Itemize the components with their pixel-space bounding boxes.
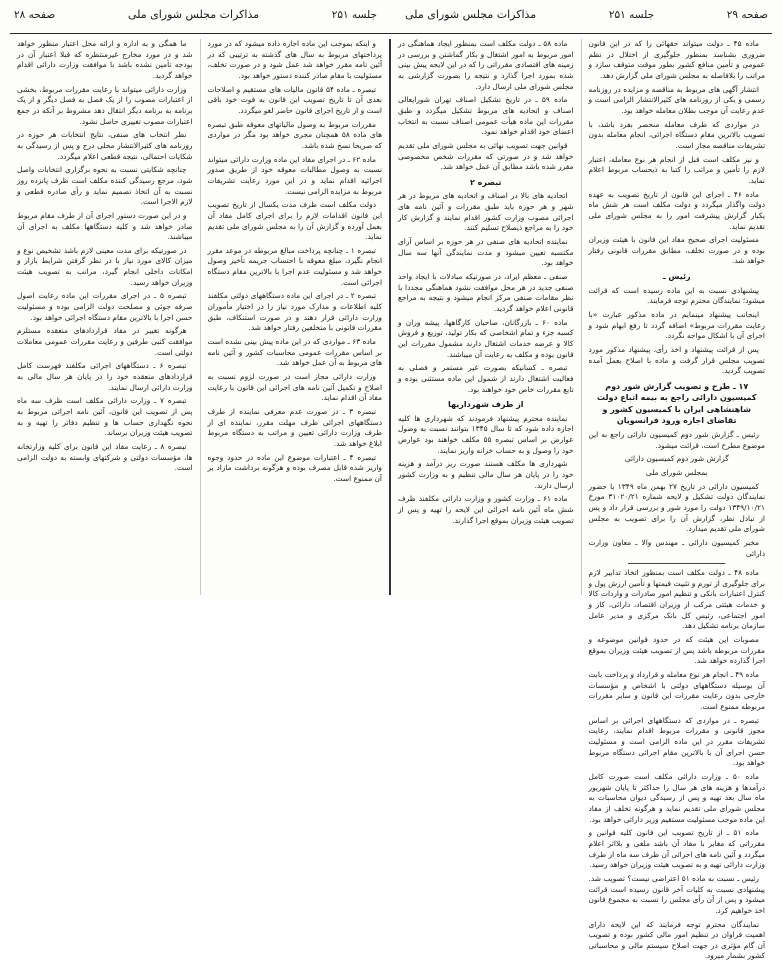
body-paragraph: ماده ۴۹ ـ انجام هر نوع معامله و قرارداد و پرداخت بابت آن بوسیله دستگاههای دولتی با اشخاص و مؤسسات خارجی بدون رعایت مقررات این قانون و سایر مقررات مربوطه ممنوع است.: [588, 670, 765, 712]
body-paragraph: ماده ۵۰ ـ وزارت دارائی مکلف است صورت کامل درآمدها و هزینه های هر سال را حداکثر تا پایان شهریور ماه سال بعد تهیه و پس از رسیدگی دیوان محاسبات به مجلس شورای ملی تقدیم نماید و هرگونه تخلف از مفاد این ماده موجب مسئولیت مستقیم وزیر دارائی خواهد بود.: [588, 771, 765, 824]
header-right-page: [391, 8, 772, 21]
body-paragraph: ماده ۴۶ ـ اجرای این قانون از تاریخ تصویب به عهده دولت واگذار میگردد و دولت مکلف است هر شش ماه یکبار گزارش پیشرفت امور را به مجلس شورای ملی تقدیم نماید.: [588, 189, 765, 231]
section-heading: ۱۷ ـ طرح و تصویب گزارش شور دوم کمیسیون دارائی راجع به بیمه اتباع دولت شاهنشاهی ایران با کمیسیون کشور و تقاضای اجازه ورود فرانسویان: [597, 381, 757, 426]
body-paragraph: تبصره ۶ ـ دستگاههای اجرائی مکلفند فهرست کامل قراردادهای منعقده خود را در پایان هر سال مالی به وزارت دارائی ارسال نمایند.: [17, 361, 193, 392]
body-paragraph: تبصره ـ در مواردی که دستگاههای اجرائی بر اساس مجوز قانونی و مقررات مربوط اقدام نمایند، رعایت تشریفات مقرر در این ماده الزامی است و مسئولیت حسن اجرای آن با بالاترین مقام اجرائی دستگاه مربوط خواهد بود.: [588, 715, 765, 768]
body-paragraph: و نیز مکلف است قبل از انجام هر نوع معامله، اعتبار لازم را تأمین و مراتب را کتبا به ذیحساب مربوط اعلام نماید.: [588, 154, 765, 185]
body-paragraph: اینجانب پیشنهاد مینمایم در ماده مذکور عبارت «با رعایت مقررات مربوط» اضافه گردد تا رفع ابهام شود و اجرای آن با اشکال مواجه نگردد.: [588, 309, 765, 341]
body-paragraph: ما همگی و به اداره و ارائه محل اعتبار منظور خواهد شد و در مورد مخارج غیرمنتظره که قبلا اعتبار آن در بودجه تأمین نشده باشد با موافقت وزارت دارائی اقدام خواهد گردید.: [17, 39, 193, 80]
body-paragraph: تبصره ۳ ـ در صورت عدم معرفی نماینده از طرف دستگاههای اجرائی ظرف مهلت مقرر، نماینده ای از طرف وزارت دارائی تعیین و مراتب به دستگاه مربوط ابلاغ خواهد شد.: [207, 407, 382, 448]
column-2: [391, 39, 582, 595]
right-page-number: صفحه ۲۹: [726, 8, 768, 21]
body-paragraph: انتشار آگهی های مربوط به مناقصه و مزایده در روزنامه رسمی و یکی از روزنامه های کثیرالانتشار الزامی است و عدم رعایت آن موجب بطلان معامله خواهد بود.: [588, 84, 765, 115]
body-paragraph: در مواردی که طرف معامله منحصر بفرد باشد، با تصویب بالاترین مقام دستگاه اجرائی، انجام معامله بدون تشریفات مناقصه مجاز است.: [588, 119, 765, 150]
body-paragraph: کمیسیون دارائی در تاریخ ۲۷ بهمن ماه ۱۳۴۹ با حضور نمایندگان دولت تشکیل و لایحه شماره ۳۱۰۲۰/۲۱ مورخ ۱۳۴۹/۱۰/۲۱ دولت را مورد شور و بررسی قرار داد و پس از تبادل نظر، گزارش آن را برای تصویب به مجلس شورای ملی تقدیم میدارد.: [588, 481, 766, 534]
body-paragraph: شهرداری ها مکلف هستند صورت ریز درآمد و هزینه خود را در پایان هر سال مالی تنظیم و به وزارت کشور ارسال دارند.: [398, 459, 574, 490]
left-page-number: صفحه ۲۸: [14, 8, 56, 21]
header-rule: [10, 33, 772, 34]
body-paragraph: نظر انتخاب های صنفی، نتایج انتخابات هر حوزه در روزنامه های کثیرالانتشار محلی درج و پس از رسیدگی به شکایات احتمالی، نتیجه قطعی اعلام میگردد.: [17, 130, 193, 161]
body-paragraph: و اینکه بموجب این ماده اجازه داده میشود که در مورد پرداختهای مربوط به سال های گذشته به ترتیبی که در آئین نامه مقرر خواهد شد عمل شود و در صورت تخلف، مسئولیت با مقام صادر کننده دستور خواهد بود.: [207, 39, 382, 80]
text-columns: [10, 39, 772, 961]
body-paragraph: ماده ۵۱ ـ از تاریخ تصویب این قانون کلیه قوانین و مقرراتی که مغایر با مفاد آن باشد ملغی و بلااثر اعلام میگردد و آئین نامه های اجرائی آن ظرف سه ماه از طرف وزارت دارائی تهیه و به تصویب هیئت وزیران خواهد رسید.: [588, 828, 765, 870]
section-heading: رئیس ـ: [662, 272, 691, 282]
body-paragraph: تبصره ۲ ـ در اجرای این ماده دستگاههای دولتی مکلفند کلیه اطلاعات و مدارک مورد نیاز را در اختیار مأموران وزارت دارائی قرار دهند و در صورت استنکاف، طبق مقررات قانونی با متخلفین رفتار خواهد شد.: [207, 291, 382, 333]
body-paragraph: وزارت دارائی میتواند با رعایت مقررات مربوط، بخشی از اعتبارات مصوب را از یک فصل به فصل دیگر و از یک برنامه به برنامه دیگر انتقال دهد مشروط بر آنکه در جمع اعتبارات مصوب تغییری حاصل نشود.: [17, 84, 193, 126]
body-paragraph: مسئولیت اجرای صحیح مفاد این قانون با هیئت وزیران بوده و در صورت تخلف، مطابق مقررات قانونی رفتار خواهد شد.: [588, 235, 765, 266]
right-header-title: مذاکرات مجلس شورای ملی: [405, 8, 537, 21]
body-paragraph: قوانین جهت تصویب نهائی به مجلس شورای ملی تقدیم خواهد شد و در صورتی که مقررات شخص مخصوصی مقرر شده باشد مطابق آن عمل خواهد شد.: [398, 140, 574, 172]
body-paragraph: هرگونه تغییر در مفاد قراردادهای منعقده مستلزم موافقت کتبی طرفین و رعایت مقررات عمومی معاملات دولتی است.: [17, 326, 193, 357]
body-paragraph: تبصره ۸ ـ رعایت مفاد این قانون برای کلیه وزارتخانه ها، مؤسسات دولتی و شرکتهای وابسته به دولت الزامی است.: [17, 441, 193, 473]
column-4: [10, 39, 201, 595]
body-paragraph: مصوبات این هیئت که در حدود قوانین موضوعه و مقررات مربوطه باشد پس از تصویب هیئت وزیران بموقع اجرا گذارده خواهد شد.: [588, 635, 765, 666]
body-paragraph: تبصره ـ ماده ۵۴ قانون مالیات های مستقیم و اصلاحات بعدی آن تا تاریخ تصویب این قانون به قوت خود باقی است و از تاریخ اجرای قانون حاضر لغو میگردد.: [207, 84, 382, 115]
body-paragraph: ماده ۴۸ ـ دولت مکلف است بمنظور اتخاذ تدابیر لازم برای جلوگیری از تورم و تثبیت قیمتها و تأمین ارزش پول و کنترل اعتبارات بانکی و تنظیم امور صادرات و واردات کالا و خدمات هیئتی مرکب از وزیران اقتصاد، دارائی، کار و امور اجتماعی، رئیس کل بانک مرکزی و مدیر عامل سازمان برنامه تشکیل دهد.: [588, 568, 765, 631]
header-left-page: [10, 8, 391, 21]
right-session-number: جلسه ۲۵۱: [608, 8, 655, 21]
body-paragraph: تبصره ۱ ـ چنانچه پرداخت مبالغ مربوطه در موعد مقرر انجام نگیرد، مبلغ معوقه با احتساب جریمه تأخیر وصول خواهد شد و مسئولیت عدم اجرا با بالاترین مقام دستگاه اجرائی است.: [207, 245, 382, 287]
body-paragraph: ماده ۴۵ ـ دولت میتواند حقهائی را که در این قانون ضروری بشناسد بمنظور جلوگیری از اختلال در نظم عمومی و تأمین منافع کشور بطور موقت متوقف سازد و مراتب را بلافاصله به مجلس شورای ملی گزارش دهد.: [588, 39, 765, 80]
body-paragraph: رئیس ـ نسبت به ماده ۵۱ اعتراضی نیست؟ تصویب شد. پیشنهادی نسبت به کلیات آخر قانون رسیده است قرائت میشود و پس از آن رأی مجلس را نسبت به مجموع قانون اخذ خواهیم کرد.: [588, 873, 765, 915]
body-paragraph: مقررات مربوط به وصول مالیاتهای معوقه طبق تبصره های ماده ۵۸ همچنان مجری خواهد بود مگر در مواردی که صریحا نسخ شده باشد.: [207, 119, 382, 150]
body-paragraph: تبصره ۷ ـ وزارت دارائی مکلف است ظرف سه ماه پس از تصویب این قانون، آئین نامه اجرائی مربوط به نحوه نگهداری حساب ها و تنظیم دفاتر را تهیه و به تصویب هیئت وزیران برساند.: [17, 396, 193, 438]
body-paragraph: تبصره ۵ ـ در اجرای مقررات این ماده رعایت اصول صرفه جوئی و مصلحت دولت الزامی بوده و مسئولیت حسن اجرا با بالاترین مقام دستگاه اجرائی خواهد بود.: [17, 291, 193, 322]
body-paragraph: ماده ۶۲ ـ در اجرای مفاد این ماده وزارت دارائی میتواند نسبت به وصول مطالبات معوقه خود از طریق صدور اجرائیه اقدام نماید و در این مورد رعایت تشریفات مربوط به مزایده الزامی نیست.: [207, 154, 382, 196]
page-header: [10, 8, 772, 30]
column-1: [582, 39, 773, 961]
body-paragraph: تبصره ۴ ـ اعتبارات موضوع این ماده در حدود وجوه واریز شده قابل مصرف بوده و هرگونه برداشت مازاد بر آن ممنوع است.: [207, 452, 382, 483]
section-heading: تبصره ۲: [469, 177, 502, 187]
body-paragraph: ماده ۶۱ ـ وزارت کشور و وزارت دارائی مکلفند ظرف شش ماه آئین نامه اجرائی این لایحه را تهیه و پس از تصویب هیئت وزیران بموقع اجرا گذارند.: [398, 494, 574, 525]
body-paragraph: نمایندگان محترم توجه فرمایند که این لایحه دارای اهمیت فراوان در تنظیم امور مالی کشور بوده و تصویب آن گام مؤثری در جهت اصلاح سیستم مالی و محاسباتی کشور بشمار میرود.: [588, 919, 765, 961]
body-paragraph: صنفی ـ معظم ایراد، در صورتیکه مبادلات با ایجاد واحد صنفی جدید در هر محل موافقت نشود هماهنگی مجددا با نظر مقامات صنفی مرکز انجام میشود و نتیجه به مراجع قانونی اعلام خواهد گردید.: [398, 271, 574, 313]
body-paragraph: اتحادیه های بالا در اصناف و اتحادیه های مربوط در هر شهر و هر حوزه باید طبق مقررات و آئین نامه های اجرائی مصوب وزارت کشور اقدام نمایند و گزارش کار خود را به مراجع ذیصلاح تسلیم کنند.: [398, 191, 574, 233]
body-paragraph: وزارت دارائی مجاز است در صورت لزوم نسبت به اصلاح و تکمیل آئین نامه های اجرائی این قانون با رعایت مفاد آن اقدام نماید.: [207, 372, 382, 403]
body-paragraph: دولت مکلف است ظرف مدت یکسال از تاریخ تصویب این قانون اقدامات لازم را برای اجرای کامل مفاد آن بعمل آورده و گزارش آن را به مجلس شورای ملی تقدیم نماید.: [207, 200, 382, 242]
body-paragraph: و در این صورت دستور اجرای آن از طرف مقام مربوط صادر خواهد شد و کلیه دستگاهها مکلف به اجرای آن میباشند.: [17, 210, 193, 242]
body-paragraph: در صورتیکه برای مدت معینی لازم باشد تشخیص نوع و میزان کالای مورد نیاز با در نظر گرفتن شرایط بازار و امکانات داخلی انجام گیرد، مراتب به تصویب هیئت وزیران خواهد رسید.: [17, 245, 193, 287]
body-paragraph: پس از قرائت پیشنهاد و اخذ رأی، پیشنهاد مذکور مورد تصویب مجلس قرار گرفت و ماده با اصلاح بعمل آمده تصویب گردید.: [588, 344, 765, 376]
left-session-number: جلسه ۲۵۱: [331, 8, 377, 21]
centered-line: گزارش شور دوم کمیسیون دارائی: [624, 454, 729, 464]
body-paragraph: رئیس ـ گزارش شور دوم کمیسیون دارائی راجع به این موضوع مطرح است، قرائت میشود.: [588, 429, 765, 450]
body-paragraph: پیشنهادی نسبت به این ماده رسیده است که قرائت میشود؛ نمایندگان محترم توجه فرمایند.: [588, 285, 765, 306]
body-paragraph: نماینده اتحادیه های صنفی در هر حوزه بر اساس آرای مکتسبه تعیین میشود و مدت نمایندگی آنها سه سال خواهد بود.: [398, 237, 574, 268]
section-heading: از طرف شهرداریها: [447, 400, 524, 410]
body-paragraph: مخبر کمیسیون دارائی ـ مهندس والا ـ معاون وزارت دارائی: [588, 537, 765, 558]
body-paragraph: تبصره ـ کسانیکه بصورت غیر مستمر و فصلی به فعالیت اشتغال دارند از شمول این ماده مستثنی بوده و تابع مقررات خاص خود خواهند بود.: [398, 363, 574, 394]
column-divider: [628, 563, 725, 564]
body-paragraph: ماده ۵۹ ـ در تاریخ تشکیل اصناف تهران شورایعالی اصناف و اتحادیه های مربوط تشکیل میگردد و طبق مقررات این ماده هیأت عمومی اصناف نسبت به انتخاب اعضای خود اقدام خواهد نمود.: [398, 95, 574, 137]
body-paragraph: ماده ۵۸ ـ دولت مکلف است بمنظور ایجاد هماهنگی در امور مربوط به امور اشتغال و بکار گماشتن و بررسی در زمینه های اقتصادی مقرراتی را که در این لایحه پیش بینی شده بمورد اجرا گذارد و نتیجه را بصورت گزارشی به مجلس شورای ملی ارسال دارد.: [398, 39, 574, 91]
body-paragraph: ماده ۶۳ ـ مواردی که در این ماده پیش بینی نشده است بر اساس مقررات عمومی محاسبات کشور و آئین نامه های مربوط به آن عمل خواهد شد.: [207, 337, 382, 368]
centered-line: بمجلس شورای ملی: [645, 467, 708, 477]
column-3: [201, 39, 392, 595]
body-paragraph: نماینده محترم پیشنهاد فرمودند که شهرداری ها کلیه اجازه داده شود که تا سال ۱۳۴۵ بتوانند نسبت به وصول عوارض بر اساس تبصره ۵۵ مکلف خواهند بود عوارض خود را وصول و به حساب خزانه واریز نمایند.: [398, 413, 574, 455]
body-paragraph: ماده ۶۰ ـ بازرگانان، صاحبان کارگاهها، پیشه وران و کسبه جزء و تمام اشخاصی که بکار تولید، توزیع و فروش کالا و عرضه خدمات اشتغال دارند مشمول مقررات این قانون بوده و مکلف به رعایت آن میباشند.: [398, 317, 574, 359]
left-header-title: مذاکرات مجلس شورای ملی: [127, 8, 260, 21]
body-paragraph: چنانچه شکایتی نسبت به نحوه برگزاری انتخابات واصل شود، مرجع رسیدگی کننده مکلف است ظرف پانزده روز نسبت به آن اتخاذ تصمیم نماید و رأی صادره قطعی و لازم الاجرا است.: [17, 165, 193, 207]
